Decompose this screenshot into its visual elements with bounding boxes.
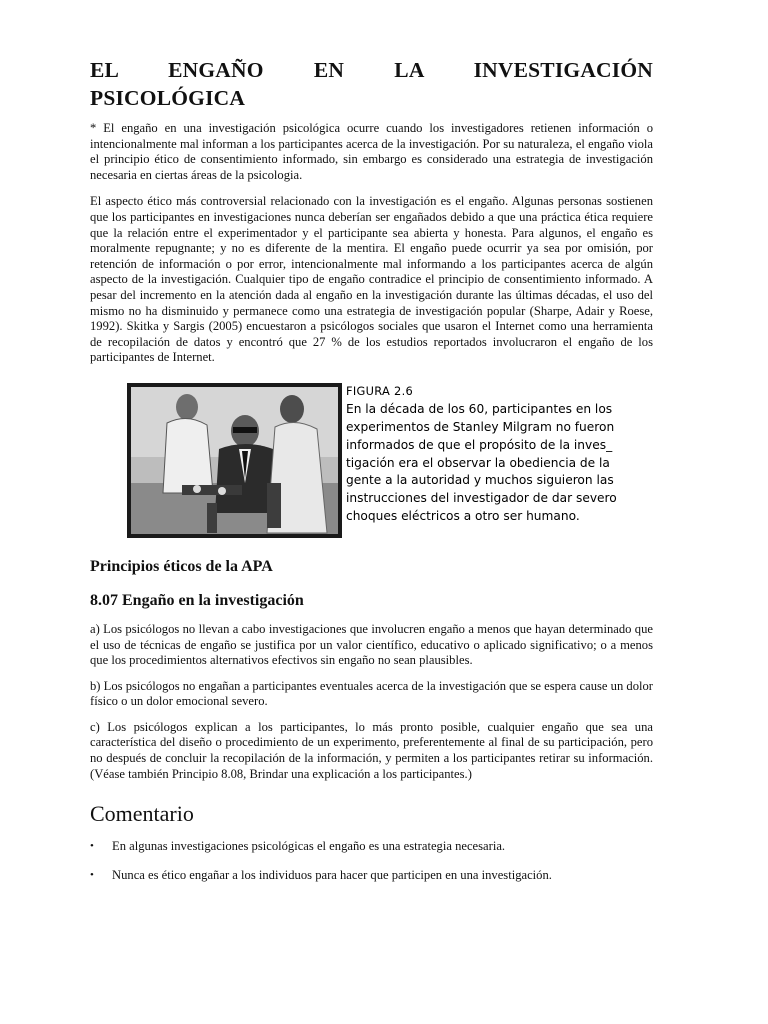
comment-heading: Comentario: [90, 801, 194, 827]
principle-item-c: c) Los psicólogos explican a los participantes, lo más pronto posible, cualquier engaño que sea una característica del diseño o procedimiento de un experimento, preferentemente al final de su participación, pero no después de concluir la recopilación de la información, y permiten a los participantes retirar su información. (Véase también Principio 8.08, Brindar una explicación a los participantes.): [90, 719, 653, 781]
list-item-text: Nunca es ético engañar a los individuos para hacer que participen en una investigación.: [112, 867, 552, 882]
subsection-heading: 8.07 Engaño en la investigación: [90, 591, 304, 609]
document-title: [90, 56, 653, 112]
principle-item-a: a) Los psicólogos no llevan a cabo investigaciones que involucren engaño a menos que hayan determinado que el uso de técnicas de engaño se justifica por un valor científico, educativo o aplicado significativo; o a menos que los procedimientos alternativos efectivos sin engaño no sean plausibles.: [90, 621, 653, 668]
section-heading: Principios éticos de la APA: [90, 557, 273, 575]
milgram-experiment-photo: [127, 383, 342, 538]
figure: [127, 383, 653, 539]
figure-caption-text: En la década de los 60, participantes en los experimentos de Stanley Milgram no fueron informados de que el propósito de la inves_ tigación era el observar la obediencia de la gente a la autoridad y muchos siguieron las instrucciones del investigador de dar severo choques eléctricos a otro ser humano.: [346, 401, 617, 524]
figure-caption: [346, 383, 622, 526]
list-item: [90, 839, 653, 855]
figure-label: FIGURA 2.6: [346, 383, 414, 398]
list-item-text: En algunas investigaciones psicológicas el engaño es una estrategia necesaria.: [112, 839, 506, 854]
principle-item-b: b) Los psicólogos no engañan a participantes eventuales acerca de la investigación que se espera cause un dolor físico o un dolor emocional severo.: [90, 678, 653, 709]
list-item: [90, 868, 653, 884]
bullet-icon: •: [90, 840, 94, 853]
title-line-2: PSICOLÓGICA: [90, 86, 246, 110]
ethics-paragraph: El aspecto ético más controversial relacionado con la investigación es el engaño. Algunas personas sostienen que los participantes en investigaciones nunca deberían ser engañados debido a que una práctica ética requiere que la relación entre el experimentador y el participante sea abierta y honesta. Para algunos, el engaño es moralmente repugnante; y no es diferente de la mentira. El engaño puede ocurrir ya sea por omisión, por retención de información o por error, intencionalmente mal informando a los participantes acerca de algún aspecto de la investigación. Cualquier tipo de engaño contradice el principio de consentimiento informado. A pesar del incremento en la atención dada al engaño en la investigación durante las últimas décadas, el uso del mismo no ha disminuido y permanece como una estrategia de investigación popular (Sharpe, Adair y Roese, 1992). Skitka y Sargis (2005) encuestaron a psicólogos sociales que usaron el Internet como una herramienta de recopilación de datos y encontró que 27 % de los estudios reportados involucraron el engaño de los participantes de Internet.: [90, 194, 653, 365]
bullet-icon: •: [90, 868, 94, 881]
intro-paragraph: * El engaño en una investigación psicológica ocurre cuando los investigadores retienen información o intencionalmente mal informan a los participantes acerca de la investigación. Por su naturaleza, el engaño viola el principio ético de consentimiento informado, sin embargo es considerado una estrategia de investigación necesaria en ciertas áreas de la psicologia.: [90, 121, 653, 182]
title-line-1: EL ENGAÑO EN LA INVESTIGACIÓN: [90, 58, 653, 82]
document-body: [90, 56, 653, 896]
comment-list: [90, 839, 653, 883]
